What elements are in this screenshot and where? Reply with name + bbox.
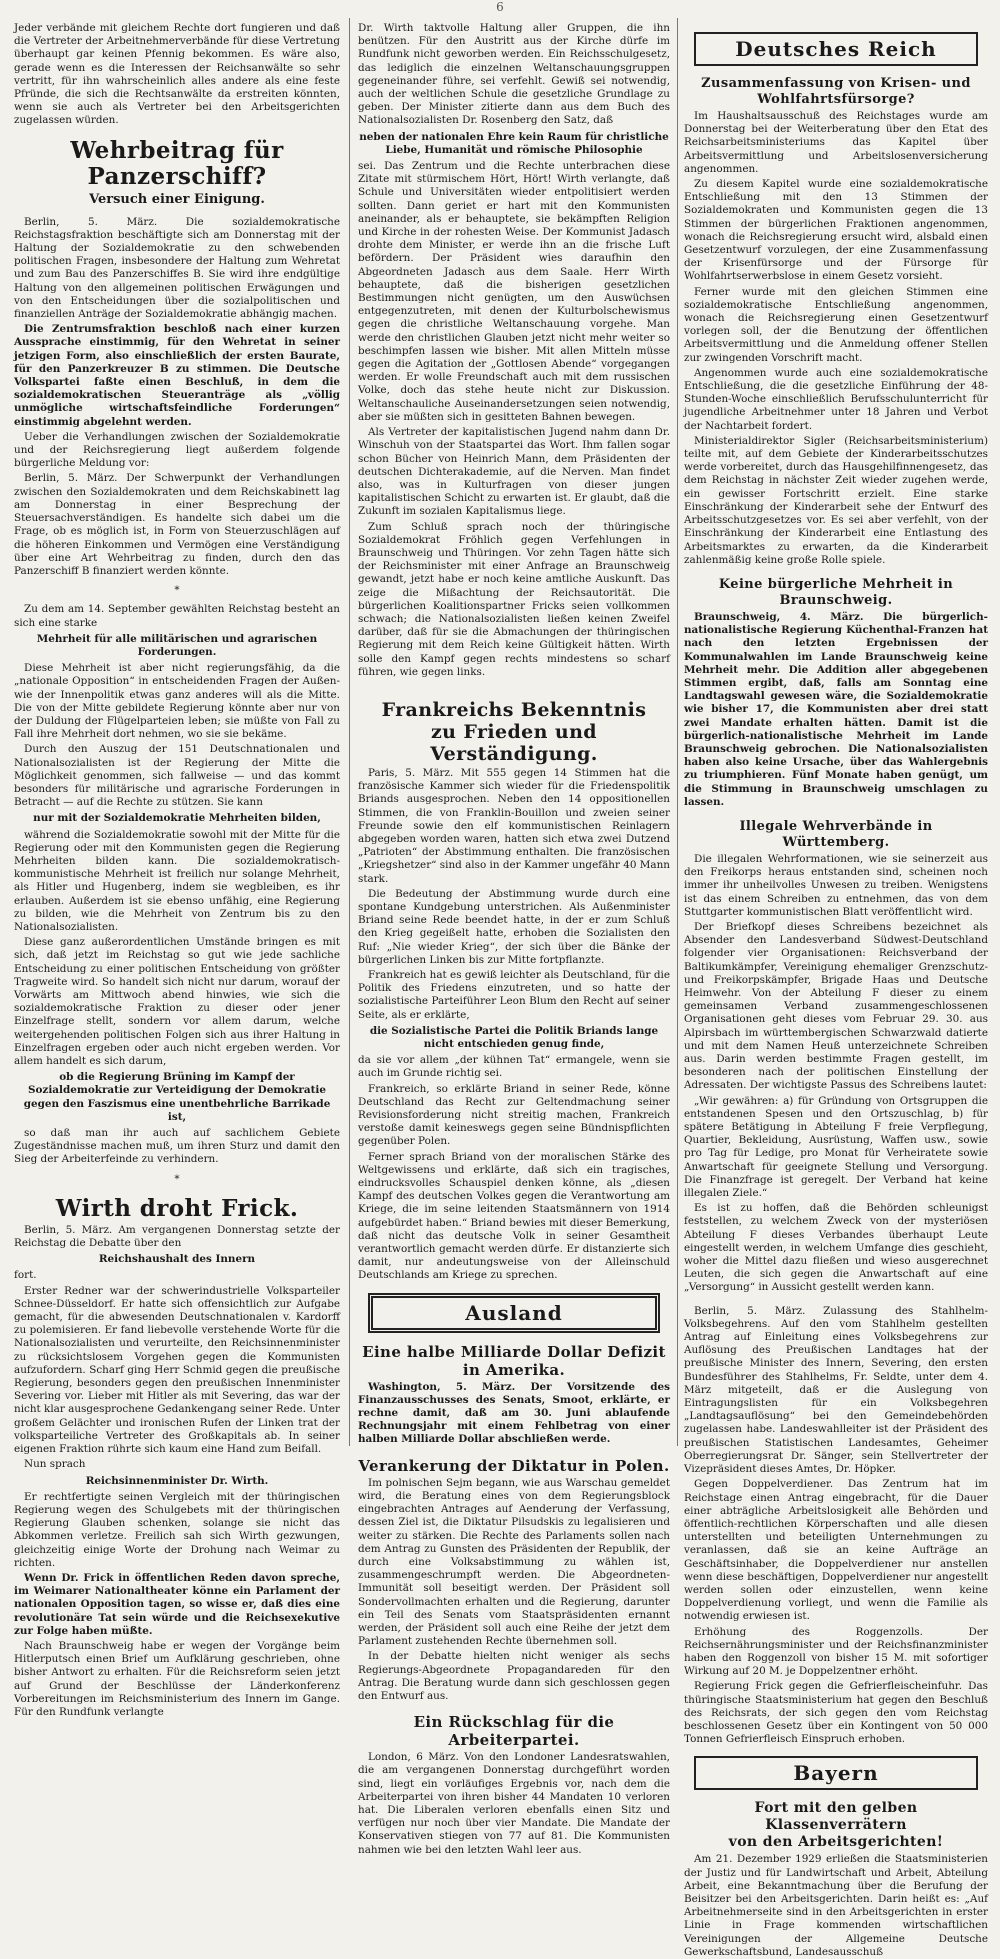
headline-line: Fort mit den gelben Klassenverrätern <box>754 1800 918 1834</box>
headline-line: zu Frieden und Verständigung. <box>430 720 598 765</box>
column-left <box>14 22 340 1718</box>
emphasis-line: Reichshaushalt des Innern <box>98 1253 256 1266</box>
headline-defizit-amerika: Eine halbe Milliarde Dollar Defizit in Amerika. <box>362 1342 666 1379</box>
article-paragraph: Durch den Auszug der 151 Deutschnationalen und Nationalsozialisten ist der Regierung der Mitte die Möglichkeit genommen, sich fallweise — und das kommt besonders für militärische und agrarische Forderungen in Betracht — auf die Rechte zu stützen. Sie kann <box>14 743 340 809</box>
article-paragraph: fort. <box>14 1269 37 1282</box>
page-number: 6 <box>496 0 504 14</box>
column-right <box>684 22 988 1958</box>
article-paragraph: Nach Braunschweig habe er wegen der Vorgänge beim Hitlerputsch einen Brief um Aufklärung geschrieben, ohne bisher Antwort zu erhalten. Für die Reichsreform seien jetzt auf Grund der Beschlüsse der Länderkonferenz Vorbereitungen im Reichsministerium des Innern im Gange. Für den Rundfunk verlangte <box>14 1639 340 1718</box>
article-paragraph: so daß man ihr auch auf sachlichem Gebiete Zugeständnisse machen muß, um ihren Sturz und damit den Sieg der Arbeiterfeinde zu verhindern. <box>14 1127 340 1166</box>
article-continuation: Dr. Wirth taktvolle Haltung aller Gruppen, die ihn benützen. Für den Austritt aus der Kirche dürfe im Rundfunk nicht geworben werden. Ein Reichsschulgesetz, das lediglich die einzelnen Weltanschauungsgruppen gegeneinander führe, sei verfehlt. Gewiß sei notwendig, auch der weltlichen Schule die gesetzliche Grundlage zu geben. Der Minister zitierte dann aus dem Buch des Nationalsozialisten Dr. Rosenberg den Satz, daß <box>358 22 670 127</box>
article-paragraph: Berlin, 5. März. Zulassung des Stahlhelm-Volksbegehrens. Auf den vom Stahlhelm gestellten Antrag auf Einleitung eines Volksbegehrens zur Auflösung des Preußischen Landtages hat der preußische Minister des Innern, Severing, den ersten Bundesführer des Stahlhelms, Fr. Seldte, unter dem 4. März mitgeteilt, daß er die Auslegung von Eintragungslisten für ein Volksbegehren „Landtagsauflösung“ bei den Gemeindebehörden zugelassen habe. Landeswahlleiter ist der Präsident des preußischen Statistischen Landesamtes, Geheimer Oberregierungsrat Dr. Sänger, sein Stellvertreter der Vizepräsident dieses Amtes, Dr. Höpker. <box>684 1304 988 1476</box>
article-paragraph: Berlin, 5. März. Am vergangenen Donnerstag setzte der Reichstag die Debatte über den <box>14 1223 340 1250</box>
article-paragraph: Braunschweig, 4. März. Die bürgerlich-nationalistische Regierung Küchenthal-Franzen hat nach den letzten Ergebnissen der Kommunalwahlen im Lande Braunschweig keine Mehrheit mehr. Die Addition aller abgegebenen Stimmen ergibt, daß, falls am Sonntag eine Landtagswahl gewesen wäre, die Sozialdemokratie wie bisher 17, die Kommunisten aber drei statt zwei Mandate erhalten hätten. Damit ist die bürgerlich-nationalistische Mehrheit im Lande Braunschweig gebrochen. Die Nationalsozialisten haben also keine Ursache, über das Wahlergebnis zu triumphieren. Fünf Monate haben genügt, um die Stimmung in Braunschweig umschlagen zu lassen. <box>684 610 988 808</box>
headline-wehrverbaende: Illegale Wehrverbände in Württemberg. <box>739 818 933 850</box>
article-paragraph: Erhöhung des Roggenzolls. Der Reichsernährungsminister und der Reichsfinanzminister haben den Roggenzoll von bisher 15 M. mit sofortiger Wirkung auf 20 M. je Doppelzentner erhöht. <box>684 1625 988 1678</box>
article-paragraph: sei. Das Zentrum und die Rechte unterbrachen diese Zitate mit stürmischem Hört, Hört! Wirth verlangte, daß Schule und Universitäten wieder entpolitisiert werden sollten. Dann geriet er hart mit den Kommunisten aneinander, als er behauptete, sie bekämpften Religion und Kirche in der rohesten Weise. Der Kommunist Jadasch drohte dem Minister, er werde ihn an die frische Luft befördern. Der Präsident wies daraufhin den Abgeordneten Jadasch aus dem Saale. Herr Wirth behauptete, daß die bisherigen gesetzlichen Bestimmungen nicht genügten, um den Auswüchsen entgegenzutreten, mit denen der Kulturbolschewismus gegen die christliche Weltanschauung vorgehe. Man werde den christlichen Glauben jetzt nicht mehr weiter so beschimpfen lassen wie bisher. Mit allen Mitteln müsse gegen die Agitation der „Gottlosen Abende“ vorgegangen werden. Er wolle Freundschaft auch mit dem russischen Volke, doch das stehe heute nicht zur Diskussion. Weltanschauliche Auseinandersetzungen seien notwendig, aber sie müßten sich in gesitteten Bahnen bewegen. <box>358 160 670 423</box>
section-header-bayern: Bayern <box>694 1756 978 1790</box>
headline-line: Frankreichs Bekenntnis <box>381 698 647 721</box>
article-paragraph: Nun sprach <box>24 1458 86 1471</box>
article-paragraph: Im polnischen Sejm begann, wie aus Warschau gemeldet wird, die Beratung eines von dem Regierungsblock eingebrachten Antrages auf Aenderung der Verfassung, dessen Ziel ist, die Diktatur Pilsudskis zu legalisieren und weiter zu stärken. Die Rechte des Parlaments sollen nach dem Antrag zu Gunsten des Präsidenten der Republik, der durch eine Volksabstimmung zu wählen ist, zusammengeschrumpft werden. Die Abgeordneten-Immunität soll beseitigt werden. Der Präsident soll Sondervollmachten erhalten und die Regierung, darunter ein Teil des Senats vom Staatspräsidenten ernannt werden, der Präsident soll auch eine Reihe der jetzt dem Parlament zustehenden Rechte übernehmen soll. <box>358 1476 670 1648</box>
headline-diktatur-polen: Verankerung der Diktatur in Polen. <box>358 1456 670 1475</box>
article-paragraph: Wenn Dr. Frick in öffentlichen Reden davon spreche, im Weimarer Nationaltheater könne ein Parlament der nationalen Opposition tagen, so wisse er, daß dies eine revolutionäre Tat sein würde und die Reichsexekutive zur Folge haben müßte. <box>14 1571 340 1637</box>
emphasis-line: ob die Regierung Brüning im Kampf der Sozialdemokratie zur Verteidigung der Demokratie gegen den Faszismus eine unentbehrliche Barrikade ist, <box>23 1071 331 1123</box>
article-paragraph: Berlin, 5. März. Die sozialdemokratische Reichstagsfraktion beschäftigte sich am Donnerstag mit der Haltung der Sozialdemokratie zu den schwebenden politischen Fragen, insbesondere der Haltung zum Wehretat und zum Bau des Panzerschiffes B. Sie wird ihre endgültige Haltung von den allgemeinen politischen Erwägungen und von den Entscheidungen über die sozialpolitischen und finanziellen Anträge der Sozialdemokratie abhängig machen. <box>14 215 340 321</box>
subheadline-einigung: Versuch einer Einigung. <box>89 191 265 207</box>
section-header-ausland: Ausland <box>368 1293 660 1333</box>
article-paragraph: während die Sozialdemokratie sowohl mit der Mitte für die Regierung oder mit den Kommunisten gegen die Regierung Mehrheiten bilden kann. Die sozialdemokratisch-kommunistische Mehrheit ist freilich nur solange Mehrheit, als Hitler und Hugenberg, indem sie wegbleiben, es ihr erlauben. Außerdem ist sie ebenso unfähig, eine Regierung zu bilden, wie die Mehrheit von Zentrum bis zu den Nationalsozialisten. <box>14 828 340 933</box>
article-paragraph: Berlin, 5. März. Der Schwerpunkt der Verhandlungen zwischen den Sozialdemokraten und dem Reichskabinett lag am Donnerstag in einer Besprechung der Steuersachverständigen. Es handelte sich dabei um die Frage, ob es möglich ist, in Form von Steuerzuschlägen auf die höheren Einkommen und Vermögen eine Verständigung über eine Art Wehrbeitrag zu finden, durch den das Panzerschiff B finanziert werden könnte. <box>14 472 340 577</box>
article-paragraph: Ferner wurde mit den gleichen Stimmen eine sozialdemokratische Entschließung angenommen, wonach die Reichsregierung einen Gesetzentwurf vorlegen soll, der die Benutzung der öffentlichen Arbeitsvermittlung und die Anmeldung offener Stellen zur zwingenden Vorschrift macht. <box>684 285 988 364</box>
emphasis-line: Reichsinnenminister Dr. Wirth. <box>85 1474 269 1487</box>
spacer <box>358 681 670 689</box>
article-paragraph: Washington, 5. März. Der Vorsitzende des Finanzausschusses des Senats, Smoot, erklärte, er rechne damit, daß am 30. Juni ablaufende Rechnungsjahr mit einem Fehlbetrag von einer halben Milliarde Dollar abschließen werde. <box>358 1380 670 1446</box>
article-paragraph: London, 6 März. Von den Londoner Landesratswahlen, die am vergangenen Donnerstag durchgeführt worden sind, liegt ein vorläufiges Ergebnis vor, nach dem die Arbeiterpartei von ihren bisher 44 Mandaten 10 verloren hat. Die Liberalen verloren ebenfalls einen Sitz und verfügen nur noch über vier Mandate. Die Mandate der Konservativen stiegen von 77 auf 81. Die Kommunisten nahmen wie bei den letzten Wahl leer aus. <box>358 1751 670 1856</box>
article-paragraph: Erster Redner war der schwerindustrielle Volksparteiler Schnee-Düsseldorf. Er hatte sich offensichtlich zur Aufgabe gemacht, für die abwesenden Deutschnationalen v. Kardorff zu polemisieren. Er fand liebevolle verstehende Worte für die Nationalsozialisten und verurteilte, den Reichsinnenminister zu rücksichtslosem Vorgehen gegen die Kommunisten aufzufordern. Scharf ging Herr Schmid gegen die preußische Regierung, besonders gegen den preußischen Innenminister Severing vor. Lieber mit Hitler als mit Severing, das war der nicht klar ausgesprochene Gedankengang seiner Rede. Unter großem Gelächter und ironischen Rufen der Linken trat der volksparteiliche Vertreter des Großkapitals ab. In seiner eigenen Fraktion rührte sich kaum eine Hand zum Beifall. <box>14 1284 340 1456</box>
emphasis-line: nur mit der Sozialdemokratie Mehrheiten bilden, <box>33 812 321 825</box>
article-paragraph: Es ist zu hoffen, daß die Behörden schleunigst feststellen, zu welchem Zweck von der mysteriösen Abteilung F dieses Verbandes überhaupt Leute eingestellt werden, in welchem Umfange dies geschieht, woher die Mittel dazu fließen und wieso ausgerechnet Leuten, die sich gegen die Anwartschaft auf eine „Versorgung“ in Aussicht gestellt werden kann. <box>684 1202 988 1294</box>
article-paragraph: Paris, 5. März. Mit 555 gegen 14 Stimmen hat die französische Kammer sich wieder für die Friedenspolitik Briands ausgesprochen. Neben den 14 oppositionellen Stimmen, die von Franklin-Bouillon und zweien seiner Freunde sowie den elf kommunistischen Reinlagern abgegeben worden waren, hatten sich etwa zwei Dutzend „Patrioten“ der Abstimmung enthalten. Die französischen „Kriegshetzer“ sind also in der Kammer ungefähr 40 Mann stark. <box>358 766 670 885</box>
article-paragraph: Als Vertreter der kapitalistischen Jugend nahm dann Dr. Winschuh von der Staatspartei das Wort. Ihm fallen sogar schon Bücher von Heinrich Mann, dem Präsidenten der deutschen Dichterakademie, auf die Nerven. Man findet also, was in Kulturfragen von dieser jungen kapitalistischen Schicht zu erwarten ist. Er glaubt, daß die Zukunft im sozialen Kapitalismus liege. <box>358 426 670 518</box>
article-paragraph: Der Briefkopf dieses Schreibens bezeichnet als Absender den Landesverband Südwest-Deutschland folgender vier Organisationen: Reichsverband der Baltikumkämpfer, Vereinigung ehemaliger Grenzschutz- und Freikorpskämpfer, Brigade Haas und Deutsche Heimwehr. Von der Abteilung F dieser zu einem gemeinsamen Verband zusammengeschlossenen Organisationen geht dieses vom Februar 29. 30. aus Alpirsbach im württembergischen Schwarzwald datierte und mit dem Namen Heuß unterzeichnete Schreiben aus. Darin werden bestimmte Fragen gestellt, im besonderen nach der politischen Einstellung der Adressaten. Der wichtigste Passus des Schreibens lautet: <box>684 920 988 1092</box>
article-paragraph: In der Debatte hielten nicht weniger als sechs Regierungs-Abgeordnete Propagandareden für den Antrag. Die Beratung wurde dann sich geschlossen gegen den Entwurf aus. <box>358 1650 670 1702</box>
article-paragraph: Ferner sprach Briand von der moralischen Stärke des Weltgewissens und erklärte, daß sich ein tragisches, eindrucksvolles Schauspiel denken könne, als „diesen Kampf des deutschen Volkes gegen die Verantwortung am Kriege, die im seine leitenden Staatsmännern von 1914 aufgebürdet haben.“ Briand bewies mit dieser Bemerkung, daß nicht das deutsche Volk in seiner Gesamtheit verantwortlich gemacht werden dürfe. Er distanzierte sich damit, nur andeutungsweise von der Alleinschuld Deutschlands am Kriege zu sprechen. <box>358 1150 670 1282</box>
article-paragraph: Regierung Frick gegen die Gefrierfleischeinfuhr. Das thüringische Staatsministerium hat gegen den Beschluß des Reichsrats, der sich gegen den vom Reichstag beschlossenen Gesetz über ein Kontingent von 50 000 Tonnen Gefrierfleisch Einspruch erhoben. <box>684 1680 988 1746</box>
article-paragraph: Frankreich hat es gewiß leichter als Deutschland, für die Politik des Friedens einzutreten, und so hatte der sozialistische Parteiführer Leon Blum den Recht auf seiner Seite, als er erklärte, <box>358 969 670 1021</box>
article-paragraph: Diese Mehrheit ist aber nicht regierungsfähig, da die „nationale Opposition“ in entscheidenden Fragen der Außen- wie der Innenpolitik etwas ganz anderes will als die Mitte. Die von der Mitte gebildete Regierung könnte aber nur von der Duldung der Flügelparteien leben; sie müßte von Fall zu Fall ihre Mehrheit dort nehmen, wo sie sie bekäme. <box>14 662 340 741</box>
headline-krisenfuersorge: Zusammenfassung von Krisen- und Wohlfahrtsfürsorge? <box>701 76 971 107</box>
column-divider <box>677 18 678 1446</box>
article-paragraph: Angenommen wurde auch eine sozialdemokratische Entschließung, die die gesetzliche Einführung der 48-Stunden-Woche einschließlich Berufsschulunterricht für jugendliche Arbeitnehmer unter 18 Jahren und Verbot der Nachtarbeit fordert. <box>684 366 988 432</box>
article-paragraph: Gegen Doppelverdiener. Das Zentrum hat im Reichstage einen Antrag eingebracht, für die Dauer einer abträgliche Arbeitslosigkeit alle Behörden und öffentlich-rechtlichen Körperschaften und alle diesen unterstellten und beteiligten Unternehmungen zu veranlassen, daß sie an keine Aufträge an Geschäftsinhaber, die Doppelverdiener nur anstellen wenn diese beschäftigen, Doppelverdiener nur angestellt werden sollen oder einzustellen, wenn keine Doppelverdienung vorliegt, und wenn die Familie als notwendig erwiesen ist. <box>684 1478 988 1623</box>
headline-line: von den Arbeitsgerichten! <box>728 1834 944 1851</box>
headline-frankreich <box>358 699 670 765</box>
article-continuation: Jeder verbände mit gleichem Rechte dort fungieren und daß die Vertreter der Arbeitnehmerverbände für diese Vertretung überhaupt gar keinen Pfennig bekommen. Es wäre also, gerade wenn es die Interessen der Reichsanwälte so sehr vertritt, für ihn wahrscheinlich alles andere als eine feste Pfründe, die sich die Rechtsanwälte da erstreiten könnten, wenn sie auch als Vertreter bei den Arbeitsgerichten zugelassen würden. <box>14 22 340 127</box>
article-paragraph: Im Haushaltsausschuß des Reichstages wurde am Donnerstag bei der Weiterberatung über den Etat des Reichsarbeitsministeriums das Kapitel über Arbeitsvermittlung und Arbeitslosenversicherung angenommen. <box>684 110 988 175</box>
column-divider <box>349 18 350 1446</box>
emphasis-line: neben der nationalen Ehre kein Raum für christliche Liebe, Humanität und römische Philosophie <box>359 130 669 156</box>
emphasis-line: die Sozialistische Partei die Politik Briands lange nicht entschieden genug finde, <box>369 1024 659 1051</box>
column-middle <box>358 22 670 1856</box>
emphasis-line: Mehrheit für alle militärischen und agrarischen Forderungen. <box>36 632 318 658</box>
separator-star: * <box>174 584 180 597</box>
headline-klassenverraeter <box>684 1800 988 1851</box>
headline-arbeiterpartei: Ein Rückschlag für die Arbeiterpartei. <box>413 1713 615 1750</box>
article-paragraph: Am 21. Dezember 1929 erließen die Staatsministerien der Justiz und für Landwirtschaft und Arbeit, Abteilung Arbeit, eine Bekanntmachung über die Berufung der Beisitzer bei den Arbeitsgerichten. Darin heißt es: „Auf Arbeitnehmerseite sind in den Arbeitsgerichten in erster Linie in Frage kommenden wirtschaftlichen Vereinigungen der Allgemeine Deutsche Gewerkschaftsbund, Landesausschuß <box>684 1853 988 1958</box>
article-paragraph: Zu diesem Kapitel wurde eine sozialdemokratische Entschließung mit den 13 Stimmen der Sozialdemokraten und Kommunisten gegen die 13 Stimmen der bürgerlichen Fraktionen angenommen, wonach die Reichsregierung ersucht wird, alsbald einen Gesetzentwurf vorzulegen, der eine Zusammenfassung der Krisenfürsorge und der Fürsorge für Wohlfahrtserwerbslose in einem Gesetz vorsieht. <box>684 178 988 283</box>
section-header-deutsches-reich: Deutsches Reich <box>694 32 978 66</box>
headline-braunschweig: Keine bürgerliche Mehrheit in Braunschweig. <box>718 576 954 608</box>
article-paragraph: da sie vor allem „der kühnen Tat“ ermangele, wenn sie auch im Grunde richtig sei. <box>358 1054 670 1080</box>
article-paragraph: Die Zentrumsfraktion beschloß nach einer kurzen Aussprache einstimmig, für den Wehretat in seiner jetzigen Form, also einschließlich der ersten Baurate, für den Panzerkreuzer B zu stimmen. Die Deutsche Volkspartei faßte einen Beschluß, in dem die sozialdemokratischen Steueranträge als „völlig unmögliche wirtschaftsfeindliche Forderungen“ einstimmig abgelehnt werden. <box>14 323 340 428</box>
article-paragraph: Zum Schluß sprach noch der thüringische Sozialdemokrat Fröhlich gegen Verfehlungen in Braunschweig und Thüringen. Vor zehn Tagen hätte sich der Reichsminister mit einer Anfrage an Braunschweig gewandt, jetzt habe er noch keine amtliche Auskunft. Das zeige die Mißachtung der Reichsautorität. Die bürgerlichen Koalitionspartner Fricks seien vollkommen schwach; die Nationalsozialisten ließen keinen Zweifel darüber, daß für sie die Abmachungen der thüringischen Regierung mit dem Reich keine Gültigkeit hätten. Wirth solle den Kampf gegen rechts mindestens so scharf führen, wie gegen links. <box>358 520 670 678</box>
article-paragraph: Zu dem am 14. September gewählten Reichstag besteht an sich eine starke <box>14 603 340 629</box>
article-paragraph: Die Bedeutung der Abstimmung wurde durch eine spontane Kundgebung unterstrichen. Als Außenminister Briand seine Rede beendet hatte, in der er zum Schluß den Krieg gegeißelt hatte, erhoben die Sozialisten den Ruf: „Nie wieder Krieg“, der sich über die Bänke der bürgerlichen Linken bis zur Mitte fortpflanzte. <box>358 887 670 966</box>
article-paragraph: Die illegalen Wehrformationen, wie sie seinerzeit aus den Freikorps heraus entstanden sind, scheinen noch immer ihr unheilvolles Unwesen zu treiben. Wenigstens ist das einem Schreiben zu entnehmen, das von dem Stuttgarter kommunistischen Blatt veröffentlicht wird. <box>684 852 988 918</box>
headline-wehrbeitrag: Wehrbeitrag für Panzerschiff? <box>70 136 284 190</box>
spacer <box>684 1297 988 1305</box>
article-paragraph: Frankreich, so erklärte Briand in seiner Rede, könne Deutschland das Recht zur Geltendmachung seiner Revisionsforderung nicht streitig machen, Frankreich verstoße damit keineswegs gegen seine Bündnispflichten gegenüber Polen. <box>358 1082 670 1148</box>
article-paragraph: Diese ganz außerordentlichen Umstände bringen es mit sich, daß jetzt im Reichstag so gut wie jede sachliche Entscheidung zu einer politischen Entscheidung von größter Tragweite wird. So handelt sich nicht nur darum, worauf der Vorwärts am Mittwoch abend hinwies, wie sich die sozialdemokratische Fraktion zu dieser oder jener Einzelfrage stellt, sondern vor allem darum, welche weitergehenden politischen Folgen sich aus ihrer Haltung in Einzelfragen ergeben oder auch nicht ergeben werden. Vor allem handelt es sich darum, <box>14 936 340 1068</box>
article-paragraph: Ministerialdirektor Sigler (Reichsarbeitsministerium) teilte mit, auf dem Gebiete der Kinderarbeitsschutzes werde vorbereitet, durch das Hausgehilfinnengesetz, das dem Reichstag in nächster Zeit wieder zugehen werde, ein gewisser Fortschritt erzielt. Eine starke Einschränkung der Kinderarbeit sehe der Entwurf des Arbeitsschutzgesetzes vor. Es sei aber verfehlt, von der Einschränkung der Kinderarbeit eine Entlastung des Arbeitsmarktes zu erwarten, da die Kinderarbeit zahlenmäßig keine große Rolle spiele. <box>684 434 988 566</box>
article-paragraph: Er rechtfertigte seinen Vergleich mit der thüringischen Regierung wegen des Schulgebets mit der thüringischen Regierung Glauben schenken, solange sie nicht das Abkommen verletze. Freilich sah sich Wirth gezwungen, gleichzeitig einige Worte der Drohung nach Weimar zu richten. <box>14 1490 340 1569</box>
headline-wirth-droht-frick: Wirth droht Frick. <box>55 1194 299 1222</box>
article-paragraph: „Wir gewähren: a) für Gründung von Ortsgruppen die entstandenen Spesen und den Ortszuschlag, b) für spätere Betätigung in Abteilung F freie Verpflegung, Quartier, Bekleidung, Ausrüstung, Waffen usw., sowie pro Tag für Ledige, pro Monat für Verheiratete sowie Anwartschaft für geeignete Stellung und Versorgung. Die Finanzfrage ist geregelt. Der Verband hat keine illegalen Ziele.“ <box>684 1094 988 1200</box>
article-paragraph: Ueber die Verhandlungen zwischen der Sozialdemokratie und der Reichsregierung liegt außerdem folgende bürgerliche Meldung vor: <box>14 430 340 470</box>
separator-star: * <box>174 1172 180 1185</box>
